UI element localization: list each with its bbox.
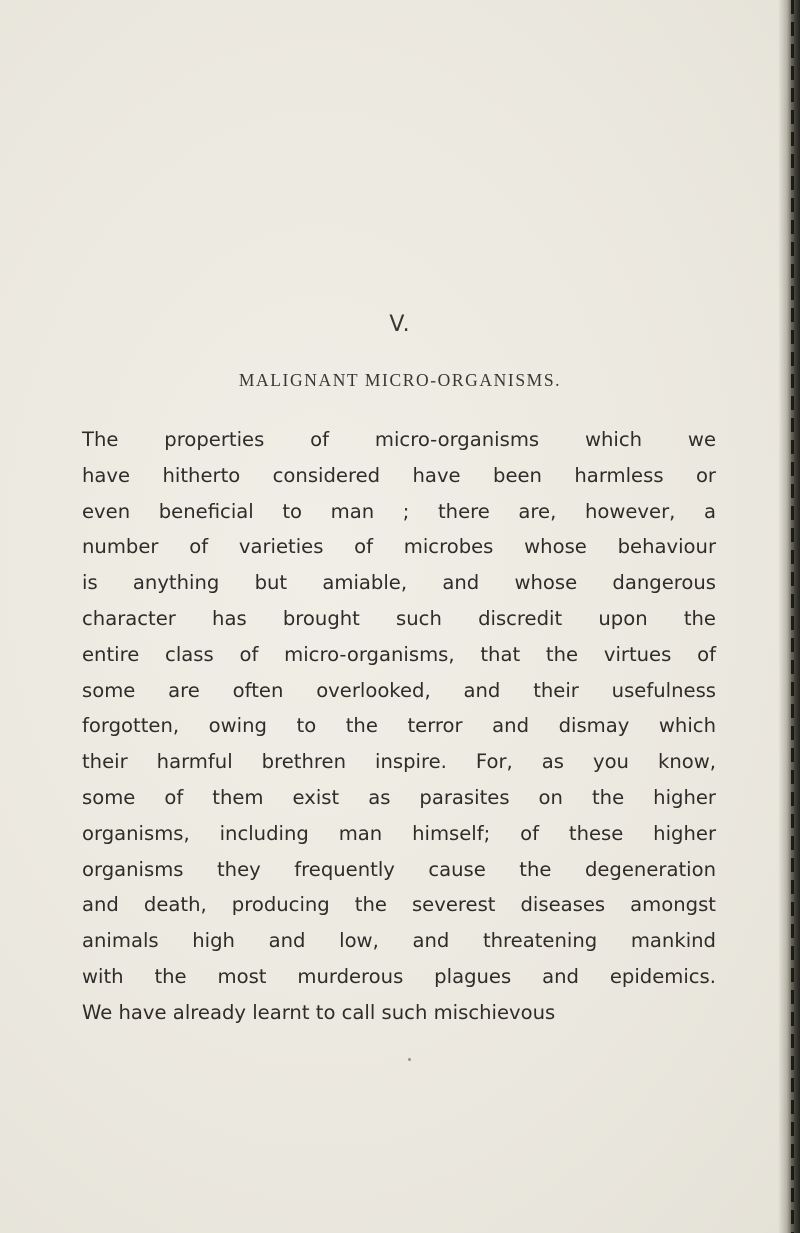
text-line: animals high and low, and threatening mankind	[82, 929, 716, 953]
text-line: character has brought such discredit upon the	[82, 606, 716, 630]
text-line: have hitherto considered have been harmless or	[82, 463, 716, 487]
text-line: forgotten, owing to the terror and dismay which	[82, 714, 716, 738]
text-line: organisms, including man himself; of these higher	[82, 821, 716, 845]
text-line: The properties of micro-organisms which we	[82, 428, 716, 451]
body-paragraph	[82, 422, 716, 1031]
chapter-number: V.	[389, 312, 411, 337]
page-binding-edge	[778, 0, 800, 1233]
text-line: their harmful brethren inspire. For, as you know,	[82, 750, 716, 774]
text-line: organisms they frequently cause the degeneration	[82, 857, 716, 881]
text-line: and death, producing the severest diseases amongst	[82, 893, 716, 917]
text-line: number of varieties of microbes whose behaviour	[82, 535, 716, 559]
text-line: entire class of micro-organisms, that the virtues of	[82, 642, 716, 666]
paper-speck	[408, 1058, 411, 1061]
chapter-title: MALIGNANT MICRO-ORGANISMS.	[238, 370, 562, 390]
text-line: is anything but amiable, and whose dangerous	[82, 571, 716, 595]
text-line: some are often overlooked, and their usefulness	[82, 678, 716, 702]
text-line: some of them exist as parasites on the higher	[82, 785, 716, 809]
text-line: even beneficial to man ; there are, however, a	[82, 499, 716, 523]
text-line: with the most murderous plagues and epidemics.	[82, 964, 716, 988]
text-line: We have already learnt to call such mischievous	[82, 1000, 556, 1024]
